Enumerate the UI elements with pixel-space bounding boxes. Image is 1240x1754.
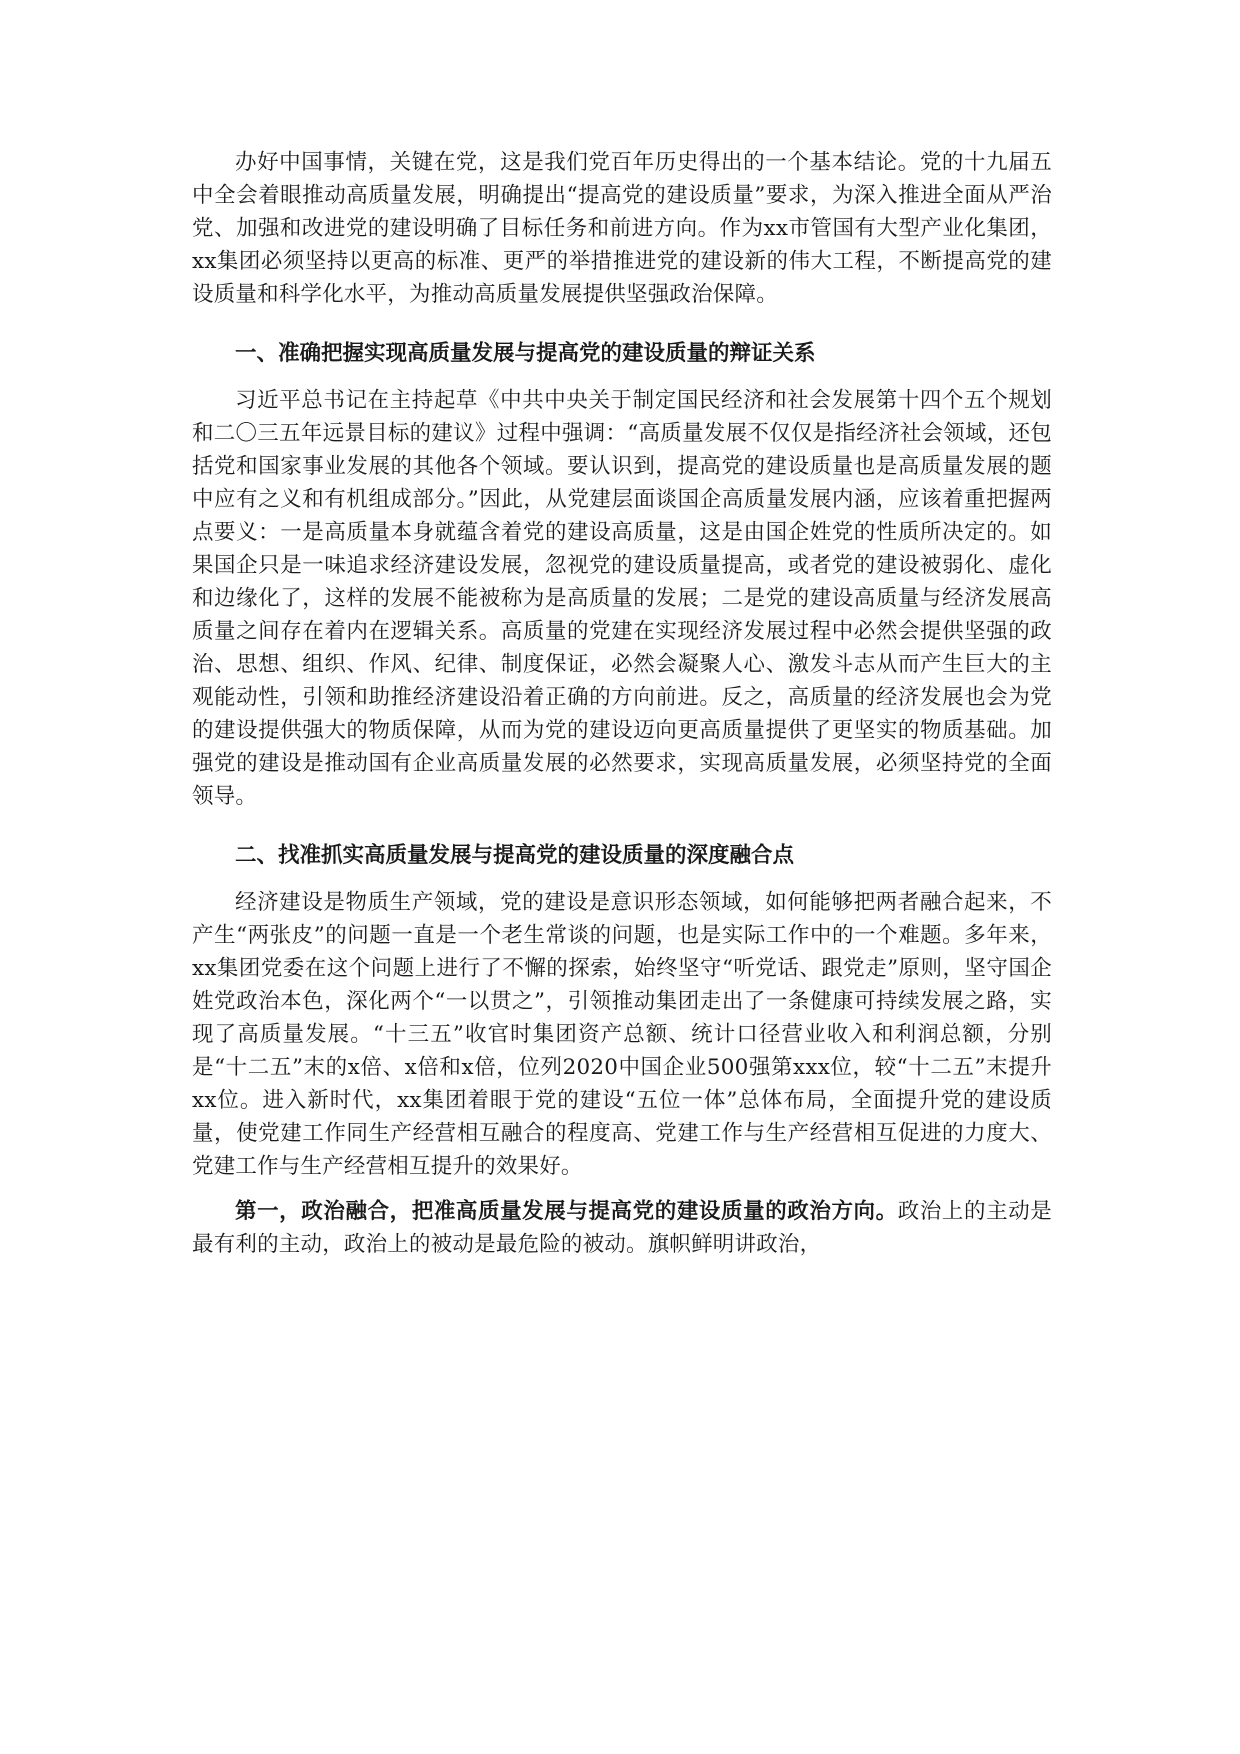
section-heading-1: 一、准确把握实现高质量发展与提高党的建设质量的辩证关系 <box>235 341 816 366</box>
intro-paragraph: 办好中国事情，关键在党，这是我们党百年历史得出的一个基本结论。党的十九届五中全会着眼推动高质量发展，明确提出“提高党的建设质量”要求，为深入推进全面从严治党、加强和改进党的建设明确了目标任务和前进方向。作为xx市管国有大型产业化集团，xx集团必须坚持以更高的标准、更严的举措推进党的建设新的伟大工程，不断提高党的建设质量和科学化水平，为推动高质量发展提供坚强政治保障。 <box>192 150 1052 307</box>
subsection-body: 政治上的主动是最有利的主动，政治上的被动是最危险的被动。旗帜鲜明讲政治， <box>192 1199 1052 1257</box>
section-2-paragraph: 经济建设是物质生产领域，党的建设是意识形态领域，如何能够把两者融合起来，不产生“两张皮”的问题一直是一个老生常谈的问题，也是实际工作中的一个难题。多年来，xx集团党委在这个问题上进行了不懈的探索，始终坚守“听党话、跟党走”原则，坚守国企姓党政治本色，深化两个“一以贯之”，引领推动集团走出了一条健康可持续发展之路，实现了高质量发展。“十三五”收官时集团资产总额、统计口径营业收入和利润总额，分别是“十二五”末的x倍、x倍和x倍，位列2020中国企业500强第xxx位，较“十二五”末提升xx位。进入新时代，xx集团着眼于党的建设“五位一体”总体布局，全面提升党的建设质量，使党建工作同生产经营相互融合的程度高、党建工作与生产经营相互促进的力度大、党建工作与生产经营相互提升的效果好。 <box>192 890 1052 1179</box>
section-1-paragraph: 习近平总书记在主持起草《中共中央关于制定国民经济和社会发展第十四个五个规划和二〇三五年远景目标的建议》过程中强调：“高质量发展不仅仅是指经济社会领域，还包括党和国家事业发展的其他各个领域。要认识到，提高党的建设质量也是高质量发展的题中应有之义和有机组成部分。”因此，从党建层面谈国企高质量发展内涵，应该着重把握两点要义：一是高质量本身就蕴含着党的建设高质量，这是由国企姓党的性质所决定的。如果国企只是一味追求经济建设发展，忽视党的建设质量提高，或者党的建设被弱化、虚化和边缘化了，这样的发展不能被称为是高质量的发展；二是党的建设高质量与经济发展高质量之间存在着内在逻辑关系。高质量的党建在实现经济发展过程中必然会提供坚强的政治、思想、组织、作风、纪律、制度保证，必然会凝聚人心、激发斗志从而产生巨大的主观能动性，引领和助推经济建设沿着正确的方向前进。反之，高质量的经济发展也会为党的建设提供强大的物质保障，从而为党的建设迈向更高质量提供了更坚实的物质基础。加强党的建设是推动国有企业高质量发展的必然要求，实现高质量发展，必须坚持党的全面领导。 <box>192 388 1052 809</box>
document-page <box>192 146 1052 1261</box>
subsection-lead: 第一，政治融合，把准高质量发展与提高党的建设质量的政治方向。 <box>235 1199 898 1224</box>
section-heading-2: 二、找准抓实高质量发展与提高党的建设质量的深度融合点 <box>235 843 795 868</box>
subsection-paragraph <box>192 1195 1052 1261</box>
